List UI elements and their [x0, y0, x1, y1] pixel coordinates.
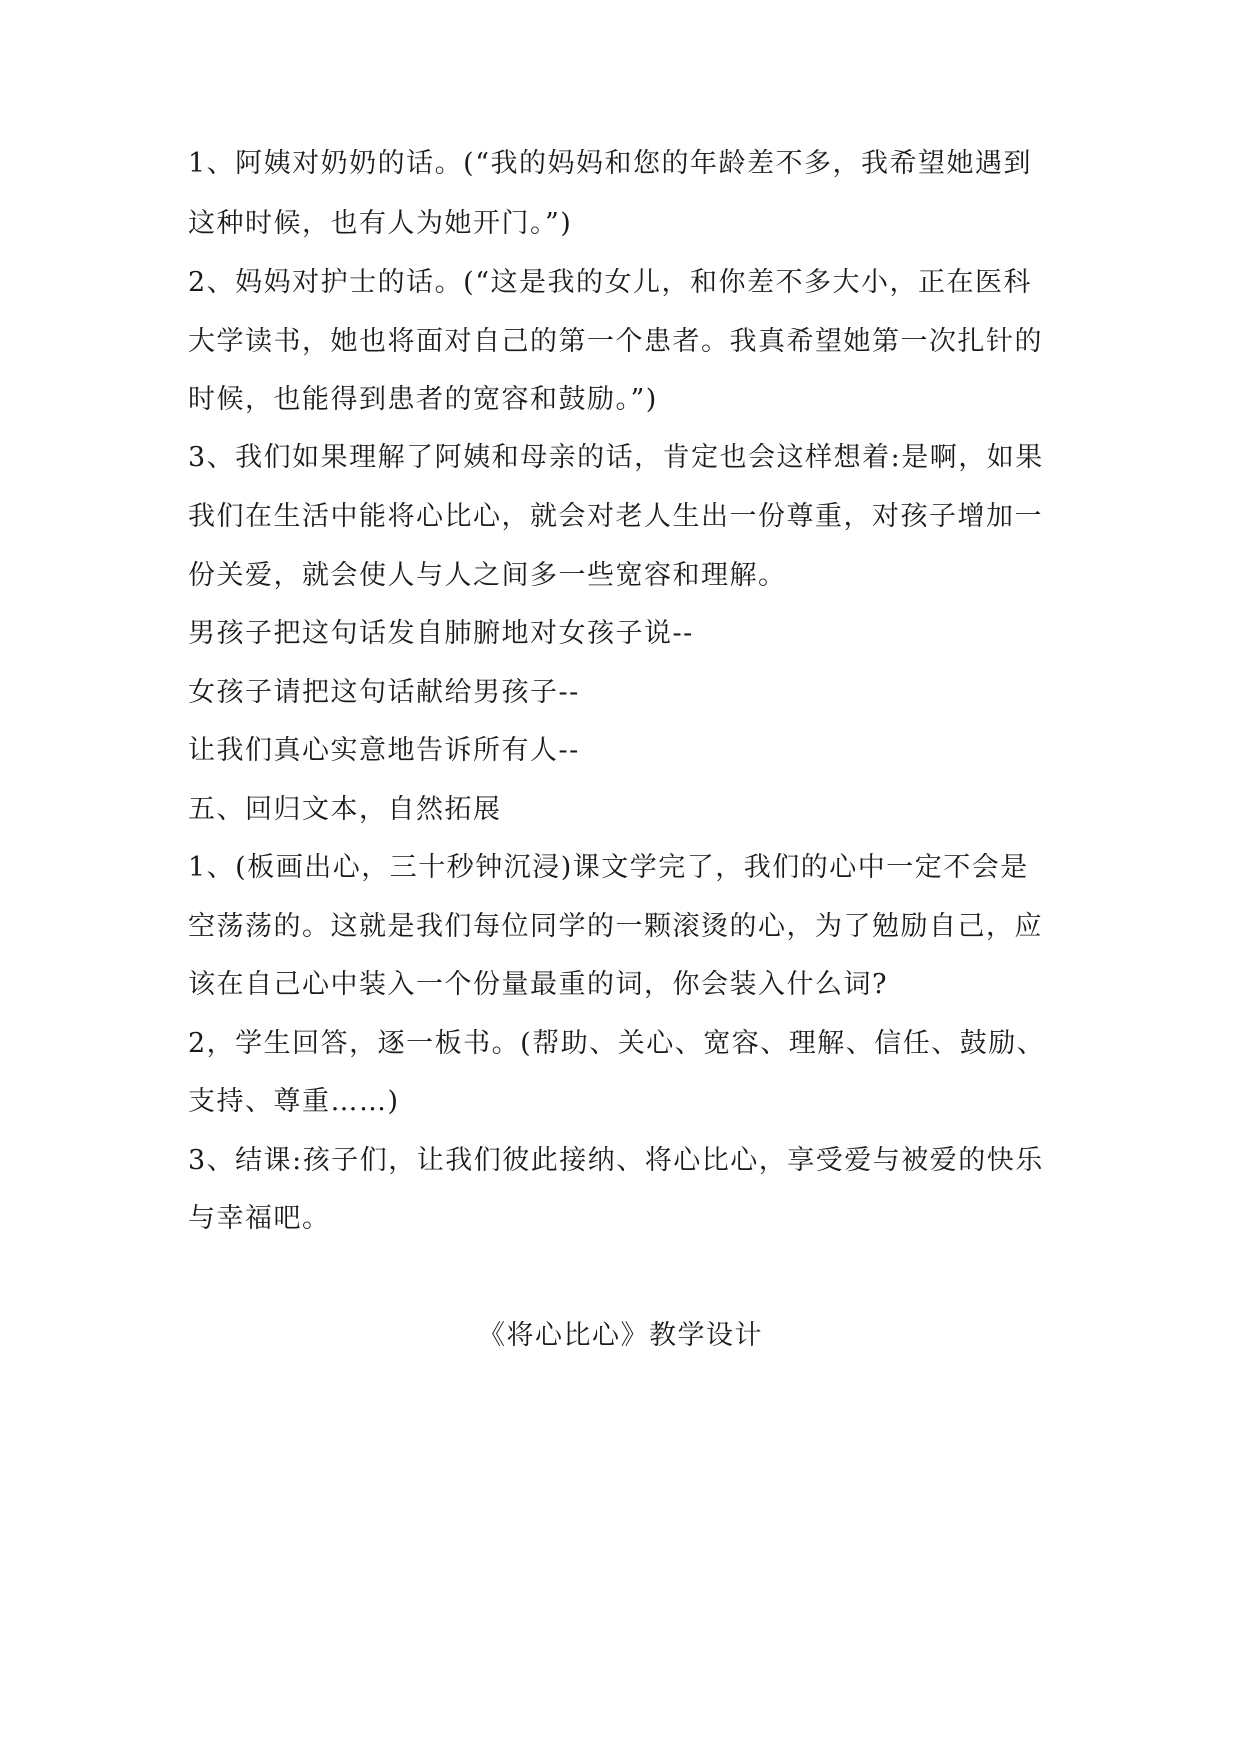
section-heading: 五、回归文本，自然拓展	[188, 794, 502, 825]
body-line: 3、我们如果理解了阿姨和母亲的话，肯定也会这样想着:是啊，如果	[188, 442, 1044, 473]
body-line: 该在自己心中装入一个份量最重的词，你会装入什么词?	[188, 969, 888, 1000]
body-line: 2、妈妈对护士的话。(“这是我的女儿，和你差不多大小，正在医科	[188, 267, 1033, 298]
body-line: 空荡荡的。这就是我们每位同学的一颗滚烫的心，为了勉励自己，应	[188, 911, 1043, 942]
body-line: 1、阿姨对奶奶的话。(“我的妈妈和您的年龄差不多，我希望她遇到	[188, 148, 1033, 179]
body-line: 时候，也能得到患者的宽容和鼓励。”)	[188, 384, 658, 415]
body-line: 我们在生活中能将心比心，就会对老人生出一份尊重，对孩子增加一	[188, 501, 1043, 532]
body-line: 份关爱，就会使人与人之间多一些宽容和理解。	[188, 560, 787, 591]
document-title: 《将心比心》教学设计	[478, 1320, 763, 1351]
body-line: 这种时候，也有人为她开门。”)	[188, 208, 573, 239]
body-line: 2，学生回答，逐一板书。(帮助、关心、宽容、理解、信任、鼓励、	[188, 1028, 1046, 1059]
body-line: 与幸福吧。	[188, 1203, 331, 1234]
body-line: 让我们真心实意地告诉所有人--	[188, 735, 580, 766]
body-line: 3、结课:孩子们，让我们彼此接纳、将心比心，享受爱与被爱的快乐	[188, 1145, 1044, 1176]
body-line: 1、(板画出心，三十秒钟沉浸)课文学完了，我们的心中一定不会是	[188, 852, 1029, 883]
body-line: 支持、尊重……)	[188, 1086, 400, 1117]
body-line: 男孩子把这句话发自肺腑地对女孩子说--	[188, 618, 694, 649]
body-line: 女孩子请把这句话献给男孩子--	[188, 677, 580, 708]
body-line: 大学读书，她也将面对自己的第一个患者。我真希望她第一次扎针的	[188, 326, 1043, 357]
